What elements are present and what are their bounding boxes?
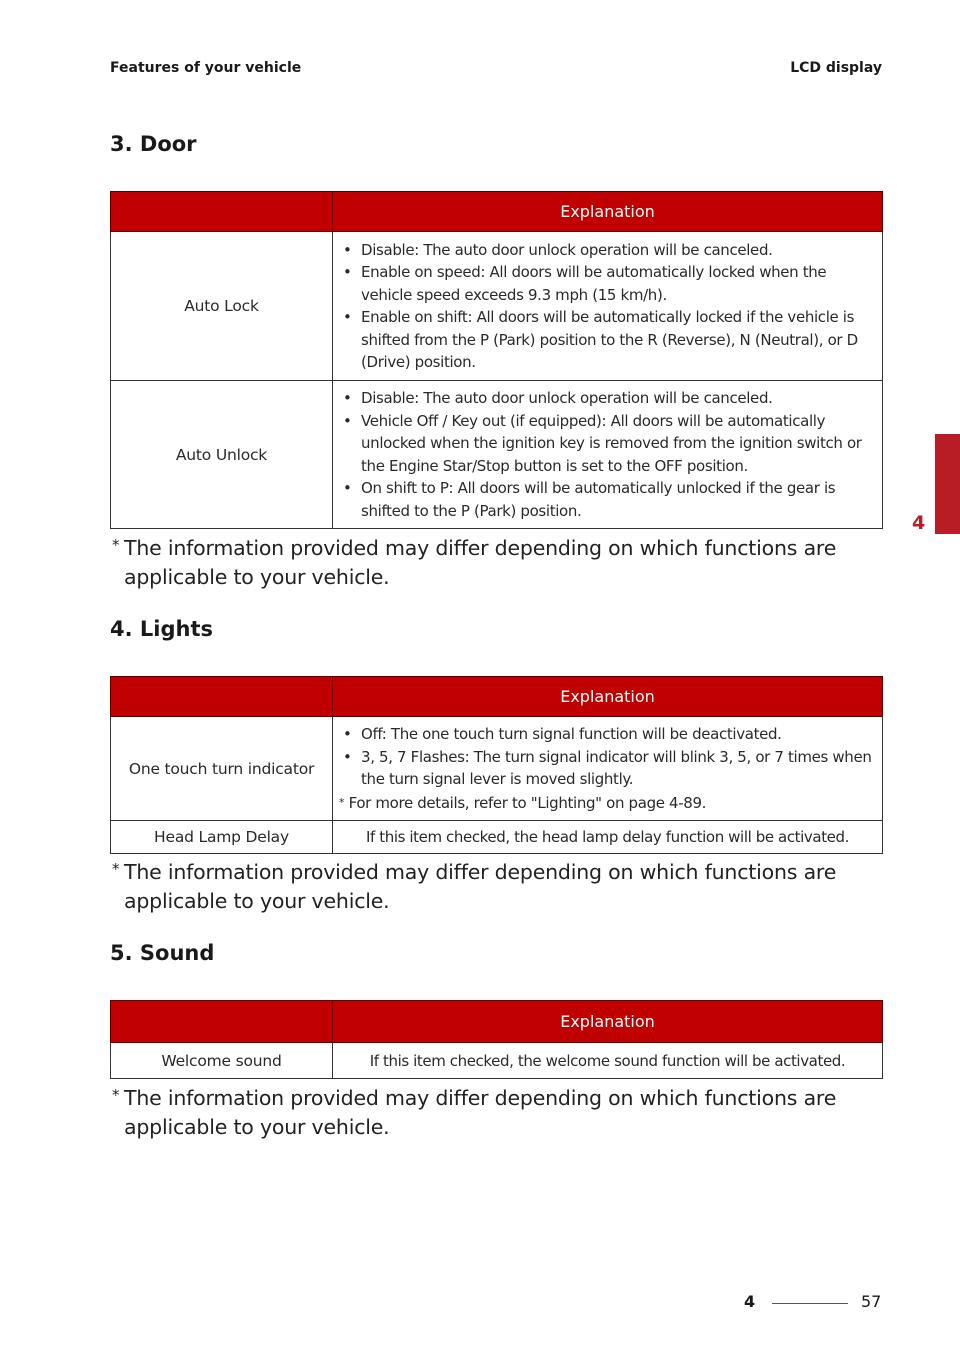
- table-row: [111, 1043, 883, 1079]
- list-item: • Enable on shift: All doors will be automatically locked if the vehicle is shifted from the P (Park) position to the R (Reverse), N (Neutral), or D (Drive) position.: [339, 306, 876, 374]
- row-explanation: [333, 717, 883, 821]
- table-header-explanation: Explanation: [333, 677, 883, 717]
- table-row: [111, 821, 883, 854]
- section-title-sound: 5. Sound: [110, 941, 215, 965]
- sound-settings-table: [110, 1000, 883, 1079]
- row-subnote: [339, 792, 876, 815]
- table-row: [111, 717, 883, 821]
- table-row: [111, 232, 883, 381]
- footnote-line: applicable to your vehicle.: [124, 1115, 390, 1139]
- row-label: Welcome sound: [111, 1043, 333, 1079]
- footer-chapter-number: 4: [744, 1292, 756, 1311]
- footnote-line: The information provided may differ depending on which functions are: [124, 1086, 837, 1110]
- list-item: • Vehicle Off / Key out (if equipped): All doors will be automatically unlocked when the ignition key is removed from the ignition switch or the Engine Star/Stop button is set to the OFF position.: [339, 410, 876, 478]
- table-header-explanation: Explanation: [333, 1001, 883, 1043]
- chapter-side-number: 4: [912, 512, 926, 534]
- list-item: • On shift to P: All doors will be automatically unlocked if the gear is shifted to the P (Park) position.: [339, 477, 876, 522]
- footer-page-number: 57: [861, 1292, 882, 1311]
- row-label: One touch turn indicator: [111, 717, 333, 821]
- row-explanation: If this item checked, the welcome sound function will be activated.: [333, 1043, 883, 1079]
- footnote-line: The information provided may differ depending on which functions are: [124, 536, 837, 560]
- footnote-lights: [110, 858, 870, 916]
- list-item: • 3, 5, 7 Flashes: The turn signal indicator will blink 3, 5, or 7 times when the turn signal lever is moved slightly.: [339, 746, 876, 791]
- table-header-explanation: Explanation: [333, 192, 883, 232]
- table-header-blank: [111, 192, 333, 232]
- table-header-blank: [111, 677, 333, 717]
- table-header-blank: [111, 1001, 333, 1043]
- list-item: • Off: The one touch turn signal function will be deactivated.: [339, 723, 876, 746]
- list-item: • Disable: The auto door unlock operation will be canceled.: [339, 387, 876, 410]
- door-settings-table: [110, 191, 883, 529]
- lights-settings-table: [110, 676, 883, 854]
- row-label: Auto Unlock: [111, 381, 333, 529]
- footer-divider: [772, 1303, 848, 1304]
- footnote-star: *: [112, 860, 120, 878]
- section-title-door: 3. Door: [110, 132, 197, 156]
- footnote-line: applicable to your vehicle.: [124, 889, 390, 913]
- row-explanation: If this item checked, the head lamp delay function will be activated.: [333, 821, 883, 854]
- footnote-star: *: [112, 536, 120, 554]
- table-row: [111, 381, 883, 529]
- running-header-section: Features of your vehicle: [110, 60, 302, 76]
- subnote-star: *: [339, 795, 345, 809]
- section-title-lights: 4. Lights: [110, 617, 214, 641]
- footnote-line: applicable to your vehicle.: [124, 565, 390, 589]
- row-explanation: [333, 381, 883, 529]
- row-label: Auto Lock: [111, 232, 333, 381]
- footnote-door: [110, 534, 870, 592]
- subnote-text: For more details, refer to "Lighting" on page 4-89.: [348, 793, 707, 812]
- footnote-line: The information provided may differ depending on which functions are: [124, 860, 837, 884]
- list-item: • Enable on speed: All doors will be automatically locked when the vehicle speed exceeds 9.3 mph (15 km/h).: [339, 261, 876, 306]
- running-header-topic: LCD display: [790, 60, 882, 76]
- footnote-star: *: [112, 1086, 120, 1104]
- row-explanation: [333, 232, 883, 381]
- footnote-sound: [110, 1084, 870, 1142]
- chapter-side-tab: [935, 434, 960, 534]
- list-item: • Disable: The auto door unlock operation will be canceled.: [339, 239, 876, 262]
- row-label: Head Lamp Delay: [111, 821, 333, 854]
